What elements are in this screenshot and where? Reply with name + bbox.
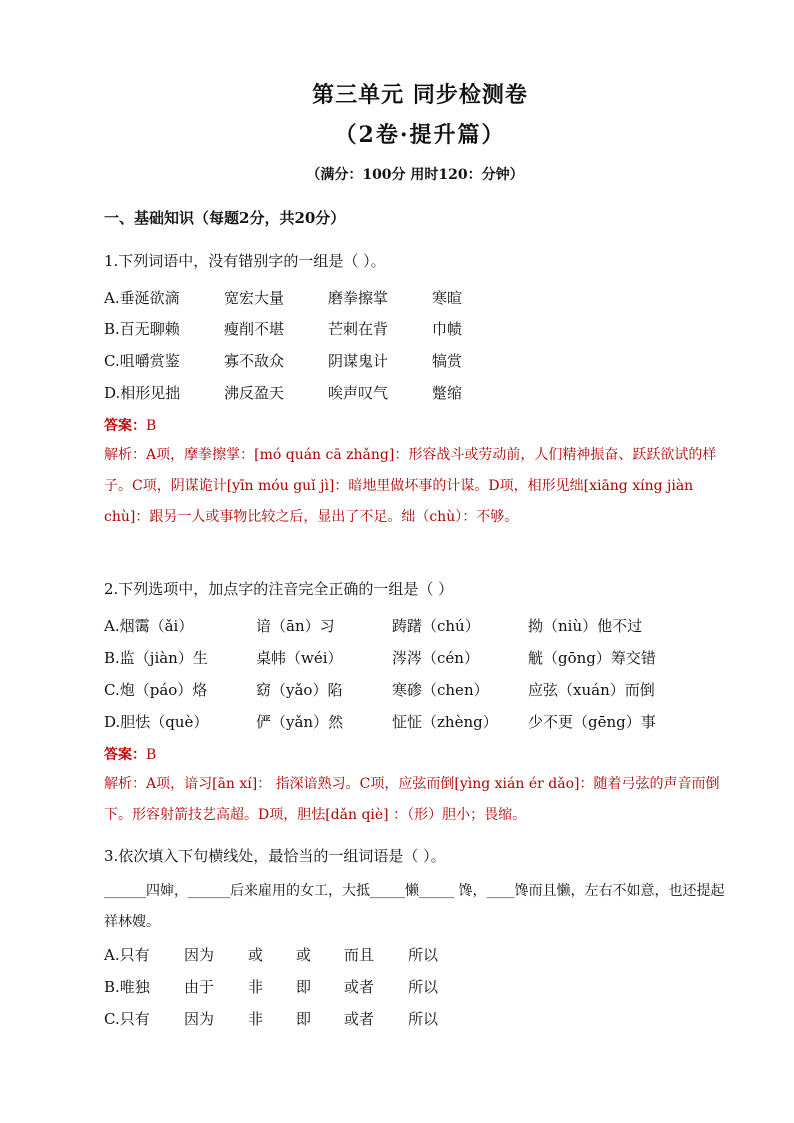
q1-option-cell: 寒暄 [432, 289, 463, 307]
q3-option-cell: 或者 [344, 978, 375, 996]
q1-option-cell: A.垂涎欲滴 [104, 289, 180, 307]
q3-option-cell: 即 [296, 978, 312, 996]
q1-answer [104, 415, 156, 435]
q1-option-cell: 阴谋鬼计 [328, 352, 389, 370]
q3-option-cell: 非 [248, 1010, 264, 1028]
q2-option-cell: 涔涔（cén） [392, 649, 479, 667]
q3-option-cell: 或 [296, 946, 312, 964]
q2-option-cell: D.胆怯（què） [104, 713, 209, 731]
q2-option-cell: B.监（jiàn）生 [104, 649, 208, 667]
q2-option-cell: 谙（ān）习 [256, 617, 335, 635]
q2-option-cell: 怔怔（zhèng） [392, 713, 498, 731]
answer-label: 答案： [104, 418, 146, 434]
q3-option-cell: 所以 [408, 1010, 439, 1028]
q2-option-cell: 拗（niù）他不过 [528, 617, 643, 635]
q3-option-cell: 所以 [408, 978, 439, 996]
q3-option-cell: 或 [248, 946, 264, 964]
q2-option-cell: 桌帏（wéi） [256, 649, 343, 667]
q3-option-cell: 即 [296, 1010, 312, 1028]
question-2-stem: 2.下列选项中，加点字的注音完全正确的一组是（ ） [104, 580, 454, 598]
q2-option-cell: C.炮（páo）烙 [104, 681, 208, 699]
q3-option-cell: 所以 [408, 946, 439, 964]
q1-option-cell: D.相形见拙 [104, 384, 181, 402]
question-1-stem: 1.下列词语中，没有错别字的一组是（ ）。 [104, 252, 386, 270]
q3-option-cell: 由于 [184, 978, 215, 996]
q2-option-cell: 窈（yǎo）陷 [256, 681, 343, 699]
q2-analysis: 解析：A项，谙习[ān xí]： 指深谙熟习。C项，应弦而倒[yìng xián ér dǎo]：随着弓弦的声音而倒下。形容射箭技艺高超。D项，胆怯[dǎn qiè] ：（形）胆小；畏缩。 [104, 776, 720, 823]
q3-option-cell: B.唯独 [104, 978, 150, 996]
q3-option-cell: 非 [248, 978, 264, 996]
q1-option-cell: 磨拳擦掌 [328, 289, 389, 307]
q3-option-cell: 因为 [184, 1010, 215, 1028]
q2-option-cell: 踌躇（chú） [392, 617, 480, 635]
q3-option-cell: C.只有 [104, 1010, 150, 1028]
q1-option-cell: 芒刺在背 [328, 320, 389, 338]
q1-option-cell: 蹩缩 [432, 384, 463, 402]
q2-option-cell: 寒碜（chen） [392, 681, 489, 699]
q1-option-cell: 犒赏 [432, 352, 463, 370]
q3-option-cell: 而且 [344, 946, 375, 964]
q3-option-cell: 或者 [344, 1010, 375, 1028]
answer-value: B [146, 747, 157, 763]
answer-label: 答案： [104, 747, 146, 763]
q1-option-cell: B.百无聊赖 [104, 320, 180, 338]
page-subtitle: （2卷·提升篇） [334, 122, 506, 148]
q1-option-cell: C.咀嚼赏鉴 [104, 352, 180, 370]
question-3-stem: 3.依次填入下句横线处，最恰当的一组词语是（ ）。 [104, 847, 446, 865]
q1-option-cell: 寡不敌众 [224, 352, 285, 370]
section-heading: 一、基础知识（每题2分，共20分） [104, 209, 346, 227]
q3-option-cell: A.只有 [104, 946, 150, 964]
q1-option-cell: 巾帻 [432, 320, 463, 338]
q1-option-cell: 沸反盈天 [224, 384, 285, 402]
q2-option-cell: 俨（yǎn）然 [256, 713, 344, 731]
q2-option-cell: 觥（gōng）筹交错 [528, 649, 656, 667]
q3-fill-sentence: ______四婶，______后来雇用的女工，大抵_____懒_____ 馋，____馋而且懒，左右不如意，也还提起祥林嫂。 [104, 883, 725, 930]
q3-option-cell: 因为 [184, 946, 215, 964]
q1-analysis: 解析：A项，摩拳擦掌：[mó quán cā zhǎng]：形容战斗或劳动前，人们精神振奋、跃跃欲试的样子。C项，阴谋诡计[yīn móu guǐ jì]：暗地里做坏事的计谋。D项，相形见绌[xiāng xíng jiàn chù]：跟另一人或事物比较之后，显出了不足。绌（chù）：不够。 [104, 447, 717, 525]
q2-option-cell: 少不更（gēng）事 [528, 713, 656, 731]
q1-option-cell: 瘦削不堪 [224, 320, 285, 338]
q2-option-cell: A.烟霭（ǎi） [104, 617, 194, 635]
q1-option-cell: 唉声叹气 [328, 384, 389, 402]
q2-option-cell: 应弦（xuán）而倒 [528, 681, 655, 699]
q2-answer [104, 744, 156, 764]
page-title: 第三单元 同步检测卷 [312, 82, 528, 108]
answer-value: B [146, 418, 157, 434]
q1-option-cell: 宽宏大量 [224, 289, 285, 307]
score-time-info: （满分：100分 用时120：分钟） [306, 167, 524, 183]
